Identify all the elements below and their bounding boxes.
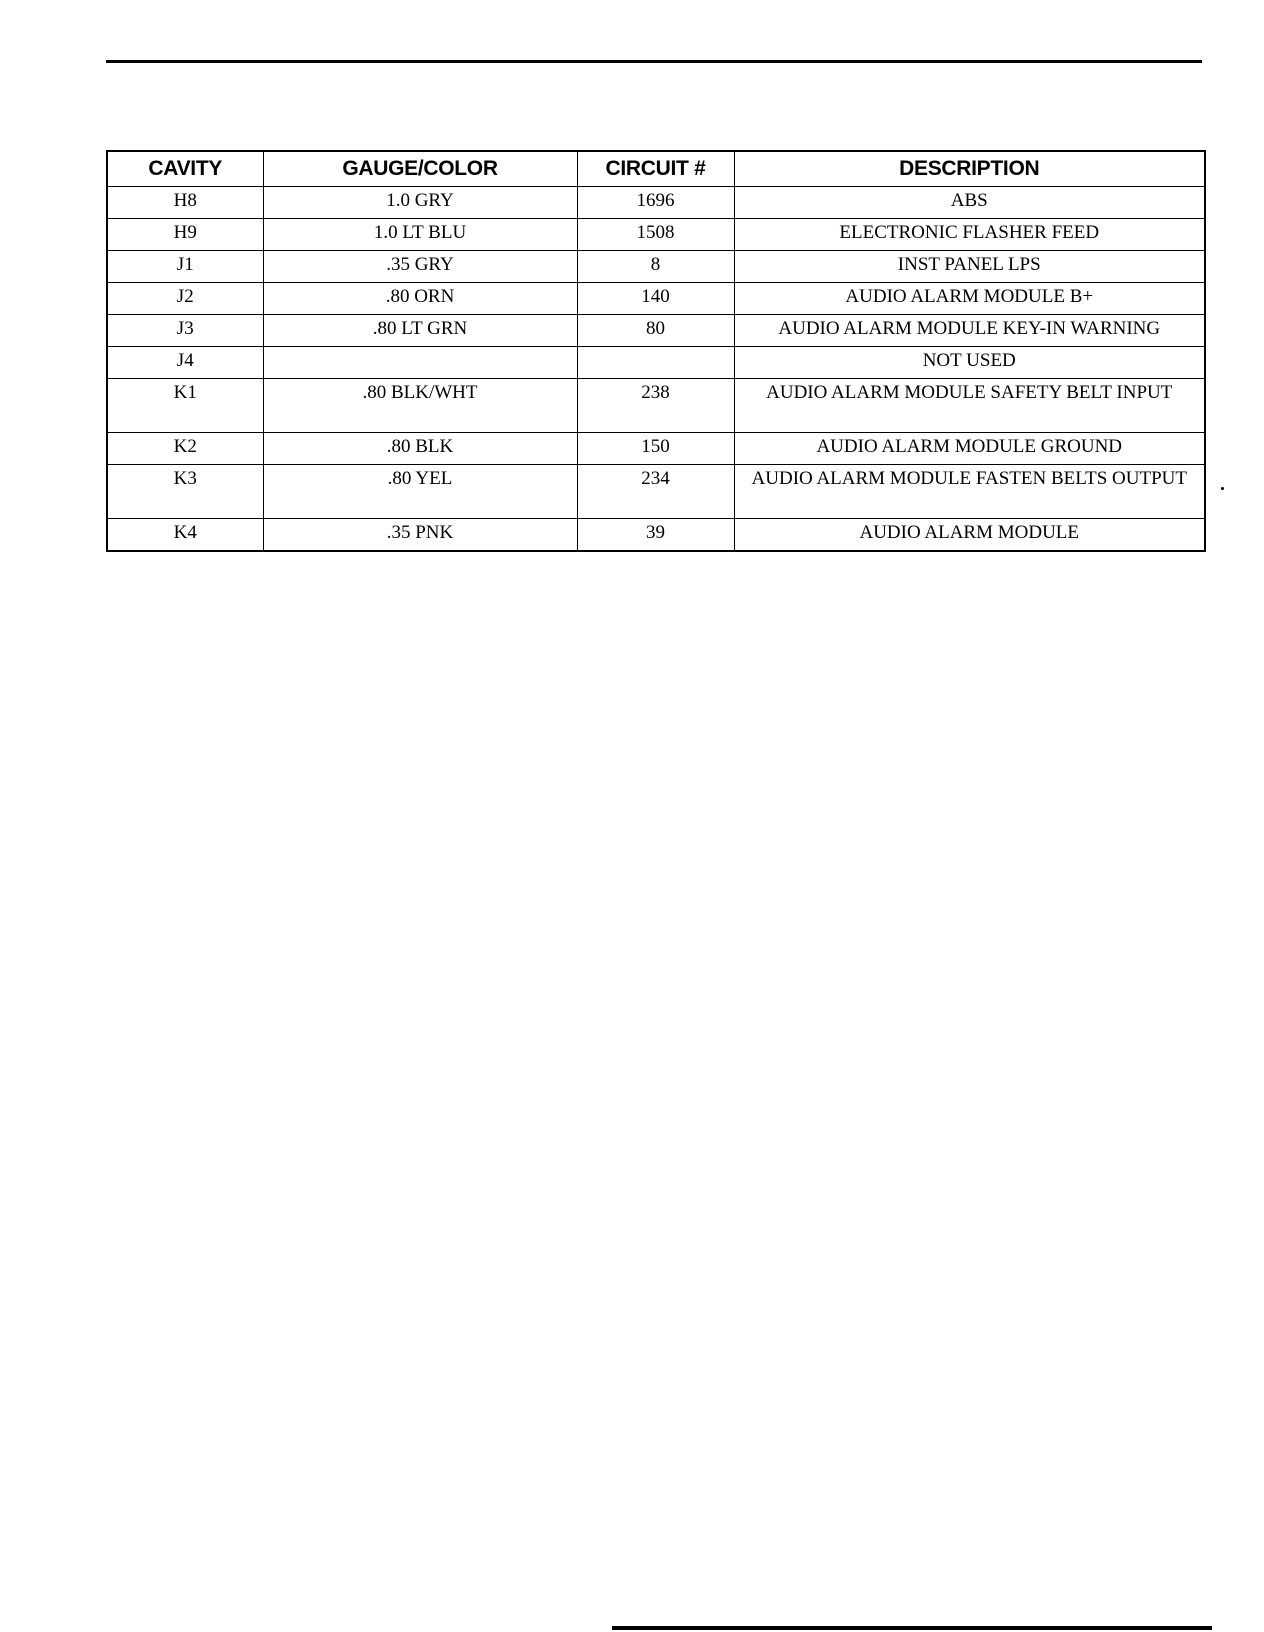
cell-cavity: K2 [107, 433, 263, 465]
cell-gauge-color: 1.0 GRY [263, 187, 577, 219]
cell-description: ELECTRONIC FLASHER FEED [734, 219, 1205, 251]
cell-description: ABS [734, 187, 1205, 219]
table-row [107, 219, 1205, 251]
cell-circuit: 80 [577, 315, 734, 347]
cell-cavity: K1 [107, 379, 263, 433]
cell-description: AUDIO ALARM MODULE FASTEN BELTS OUTPUT [734, 465, 1205, 519]
cell-cavity: H8 [107, 187, 263, 219]
cell-circuit: 39 [577, 519, 734, 552]
cell-circuit: 1508 [577, 219, 734, 251]
table-row [107, 315, 1205, 347]
cell-description: NOT USED [734, 347, 1205, 379]
table-row [107, 251, 1205, 283]
cell-description: AUDIO ALARM MODULE SAFETY BELT INPUT [734, 379, 1205, 433]
table-row [107, 283, 1205, 315]
cell-circuit: 238 [577, 379, 734, 433]
cell-circuit: 234 [577, 465, 734, 519]
cell-description: INST PANEL LPS [734, 251, 1205, 283]
stray-mark [1221, 487, 1224, 490]
connector-pinout-table [106, 150, 1206, 552]
cell-gauge-color: .35 GRY [263, 251, 577, 283]
header-circuit: CIRCUIT # [577, 151, 734, 187]
cell-circuit: 1696 [577, 187, 734, 219]
cell-cavity: J2 [107, 283, 263, 315]
top-rule [106, 60, 1202, 63]
cell-circuit: 150 [577, 433, 734, 465]
cell-gauge-color: .80 ORN [263, 283, 577, 315]
cell-cavity: H9 [107, 219, 263, 251]
table-row [107, 433, 1205, 465]
header-description: DESCRIPTION [734, 151, 1205, 187]
cell-gauge-color [263, 347, 577, 379]
table-header-row [107, 151, 1205, 187]
cell-cavity: K4 [107, 519, 263, 552]
bottom-rule [612, 1626, 1212, 1630]
table-row [107, 379, 1205, 433]
cell-description: AUDIO ALARM MODULE KEY-IN WARNING [734, 315, 1205, 347]
cell-gauge-color: 1.0 LT BLU [263, 219, 577, 251]
cell-gauge-color: .80 YEL [263, 465, 577, 519]
cell-cavity: J3 [107, 315, 263, 347]
header-gauge-color: GAUGE/COLOR [263, 151, 577, 187]
cell-description: AUDIO ALARM MODULE GROUND [734, 433, 1205, 465]
cell-gauge-color: .80 BLK/WHT [263, 379, 577, 433]
cell-gauge-color: .35 PNK [263, 519, 577, 552]
cell-cavity: J1 [107, 251, 263, 283]
header-cavity: CAVITY [107, 151, 263, 187]
table-row [107, 465, 1205, 519]
table-row [107, 187, 1205, 219]
cell-description: AUDIO ALARM MODULE [734, 519, 1205, 552]
cell-circuit: 140 [577, 283, 734, 315]
table-row [107, 347, 1205, 379]
cell-gauge-color: .80 LT GRN [263, 315, 577, 347]
table-row [107, 519, 1205, 552]
cell-cavity: J4 [107, 347, 263, 379]
cell-cavity: K3 [107, 465, 263, 519]
cell-description: AUDIO ALARM MODULE B+ [734, 283, 1205, 315]
cell-circuit: 8 [577, 251, 734, 283]
cell-gauge-color: .80 BLK [263, 433, 577, 465]
cell-circuit [577, 347, 734, 379]
